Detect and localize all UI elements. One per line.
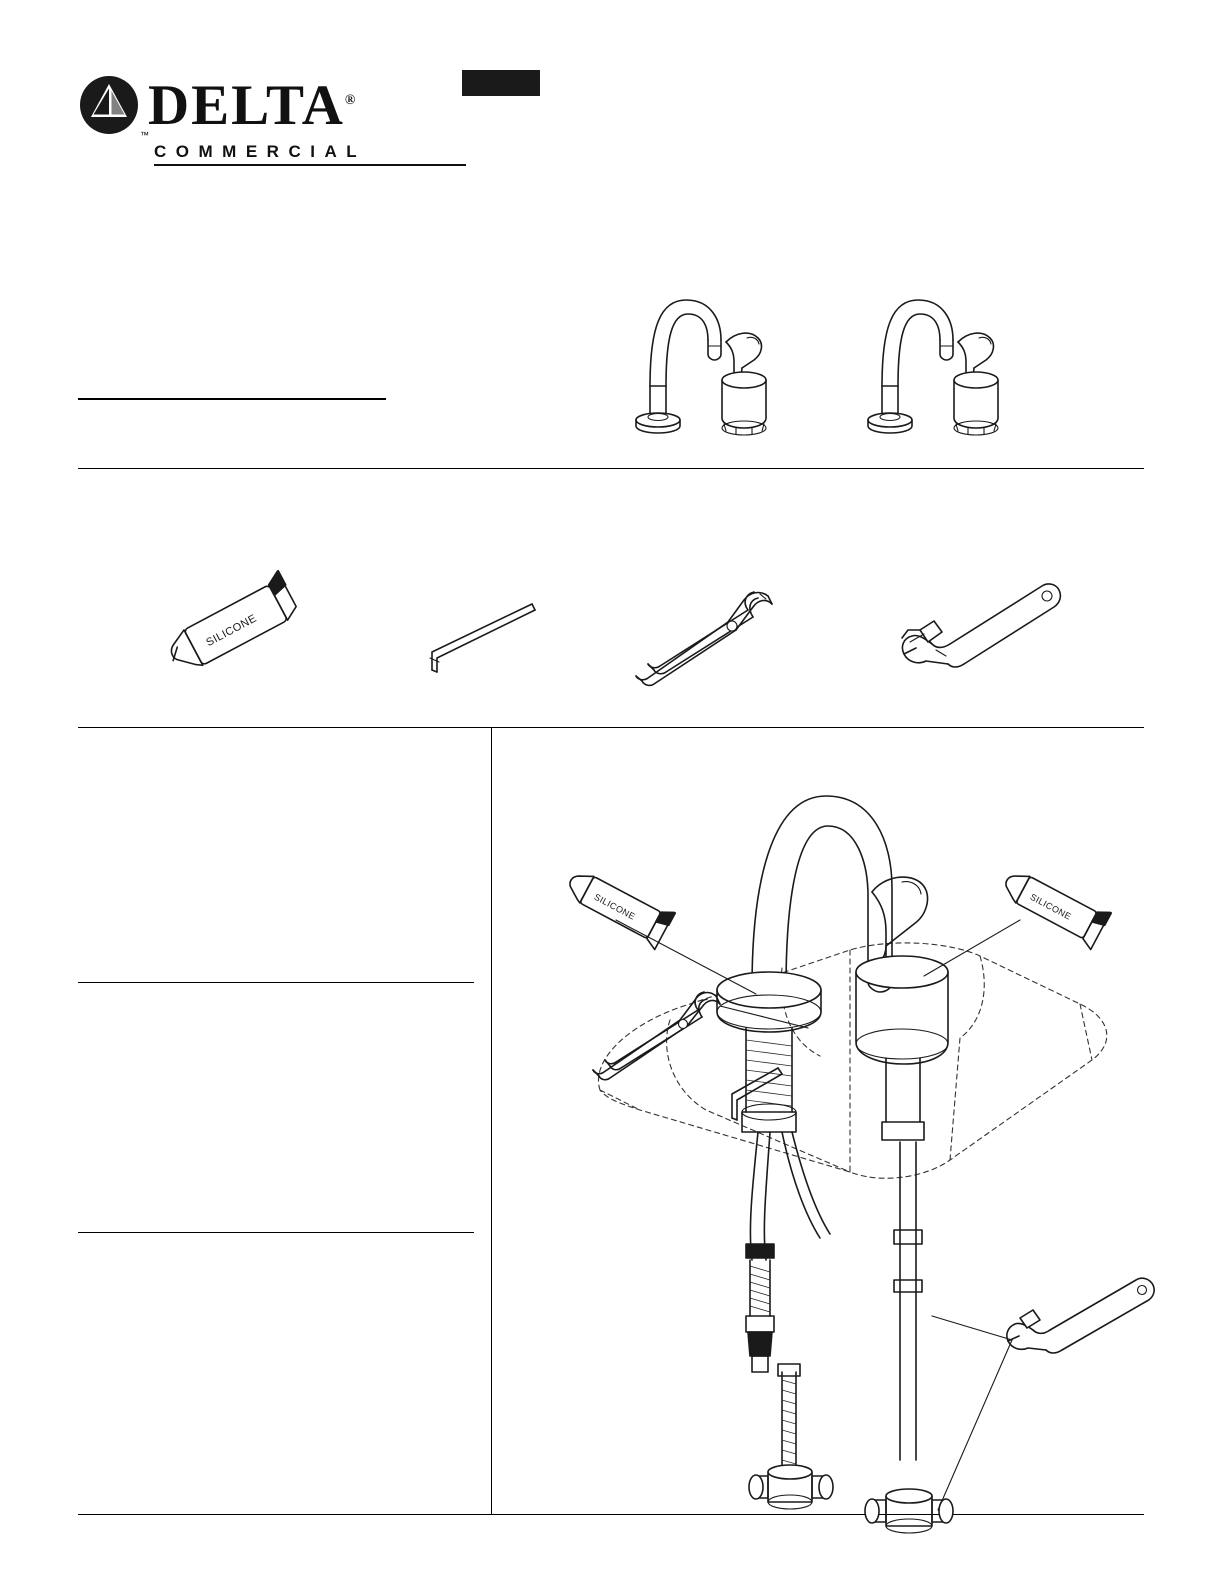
column-divider-rule bbox=[491, 727, 492, 1514]
adjustable-wrench-callout bbox=[932, 1278, 1154, 1510]
divider-rule-1 bbox=[78, 468, 1144, 469]
model-badge-box bbox=[462, 70, 540, 96]
brand-name-text: DELTA bbox=[148, 74, 345, 137]
divider-rule-2 bbox=[78, 727, 1144, 728]
silicone-right-label: SILICONE bbox=[1028, 891, 1074, 922]
brand-subtitle-text: COMMERCIAL bbox=[154, 142, 367, 161]
silicone-tube-label: SILICONE bbox=[204, 612, 259, 649]
brand-wordmark bbox=[148, 72, 355, 135]
delta-commercial-logo bbox=[78, 72, 408, 172]
divider-rule-3 bbox=[78, 982, 474, 983]
delta-triangle-icon bbox=[78, 74, 140, 136]
silicone-tube-left-callout bbox=[561, 862, 756, 994]
tool-adjustable-wrench bbox=[890, 572, 1070, 692]
brand-registered-mark: ® bbox=[344, 93, 356, 108]
installation-diagram bbox=[520, 760, 1160, 1460]
tool-slip-joint-pliers bbox=[620, 580, 790, 695]
tool-silicone-sealant-tube bbox=[158, 560, 318, 690]
divider-rule-5 bbox=[78, 1514, 1144, 1515]
brand-trademark-mark: ™ bbox=[140, 130, 149, 140]
logo-underline bbox=[154, 164, 466, 166]
faucet-figure-left bbox=[626, 268, 806, 448]
section-heading-underline bbox=[78, 398, 386, 400]
silicone-tube-right-callout bbox=[924, 862, 1111, 976]
faucet-figure-right bbox=[858, 268, 1038, 448]
divider-rule-4 bbox=[78, 1232, 474, 1233]
tool-hex-allen-wrench bbox=[412, 596, 552, 686]
silicone-left-label: SILICONE bbox=[592, 891, 638, 922]
